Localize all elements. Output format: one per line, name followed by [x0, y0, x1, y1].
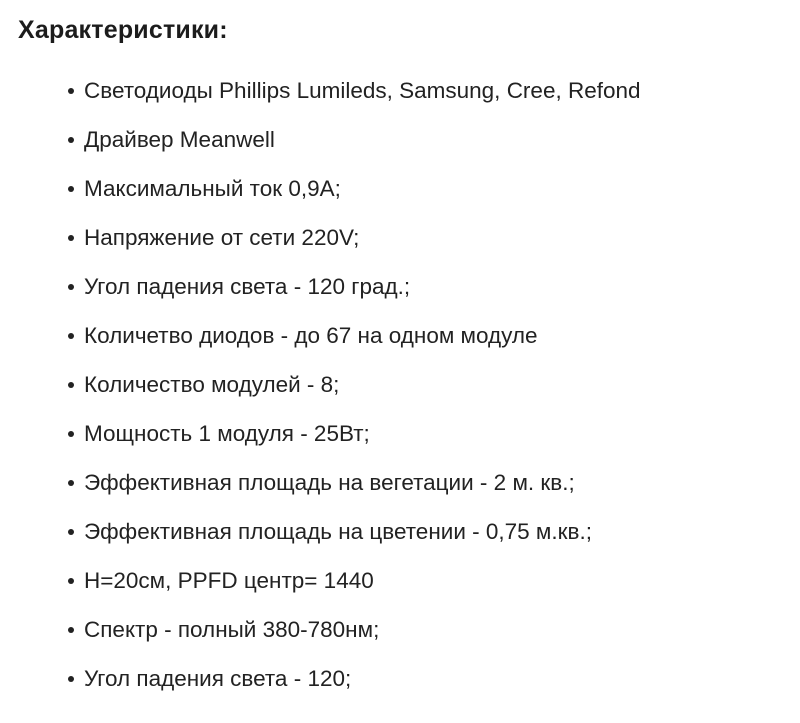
specs-list	[68, 79, 800, 690]
spec-list-item: Драйвер Meanwell	[68, 128, 800, 151]
spec-list-item: Спектр - полный 380-780нм;	[68, 618, 800, 641]
spec-list-item: Мощность 1 модуля - 25Вт;	[68, 422, 800, 445]
spec-list-item: Количетво диодов - до 67 на одном модуле	[68, 324, 800, 347]
spec-list-item: Количество модулей - 8;	[68, 373, 800, 396]
spec-list-item: Угол падения света - 120 град.;	[68, 275, 800, 298]
spec-list-item: Эффективная площадь на цветении - 0,75 м.кв.;	[68, 520, 800, 543]
spec-list-item: Светодиоды Phillips Lumileds, Samsung, Cree, Refond	[68, 79, 800, 102]
spec-list-item: Напряжение от сети 220V;	[68, 226, 800, 249]
spec-list-item: Максимальный ток 0,9А;	[68, 177, 800, 200]
spec-list-item: Н=20см, PPFD центр= 1440	[68, 569, 800, 592]
spec-list-item: Эффективная площадь на вегетации - 2 м. кв.;	[68, 471, 800, 494]
spec-list-item: Угол падения света - 120;	[68, 667, 800, 690]
page-title: Характеристики:	[18, 16, 228, 44]
